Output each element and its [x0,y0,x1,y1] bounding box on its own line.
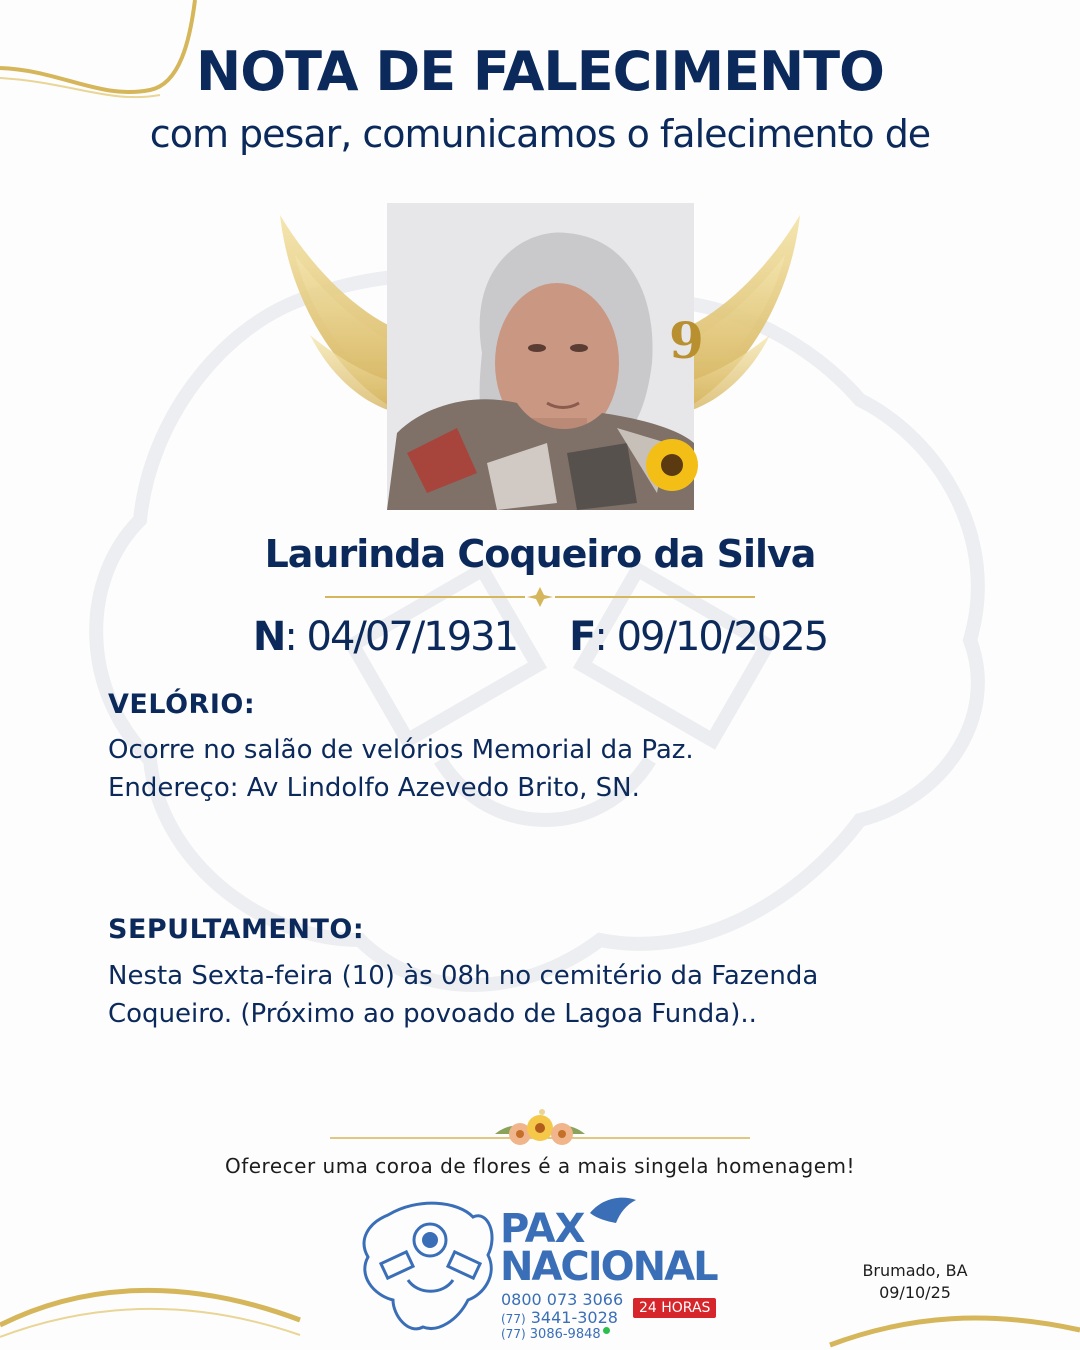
velorio-line-1: Ocorre no salão de velórios Memorial da Paz. [108,735,694,765]
phone-landline-number: 3441-3028 [530,1308,618,1327]
sepultamento-line-1: Nesta Sexta-feira (10) às 08h no cemitério da Fazenda [108,961,819,991]
brand-name-line-2: NACIONAL [500,1244,717,1290]
sepultamento-heading: SEPULTAMENTO: [108,914,365,945]
velorio-heading: VELÓRIO: [108,689,256,720]
page-subtitle: com pesar, comunicamos o falecimento de [149,112,931,156]
death-date: 09/10/2025 [616,614,828,660]
velorio-line-2: Endereço: Av Lindolfo Azevedo Brito, SN. [108,773,640,803]
deceased-photo [387,203,704,510]
birth-date: 04/07/1931 [306,614,518,660]
flower-divider-icon [330,1108,750,1158]
phone-whatsapp-ddd: (77) [501,1327,526,1341]
phone-tollfree: 0800 073 3066 [501,1290,624,1309]
portrait-icon [387,203,704,510]
24h-badge: 24 HORAS [633,1298,716,1318]
deceased-name: Laurinda Coqueiro da Silva [264,532,816,576]
homage-message: Oferecer uma coroa de flores é a mais singela homenagem! [224,1154,856,1178]
phone-whatsapp [501,1327,610,1342]
gold-swoosh-bottom-right [830,1300,1080,1350]
phone-landline-ddd: (77) [501,1312,526,1326]
page-title: NOTA DE FALECIMENTO [196,40,884,103]
whatsapp-icon [603,1327,610,1334]
phone-landline [501,1308,618,1327]
phone-whatsapp-number: 3086-9848 [529,1327,601,1342]
sepultamento-details [108,957,988,1033]
sepultamento-line-2: Coqueiro. (Próximo ao povoado de Lagoa Funda).. [108,999,757,1029]
svg-text:9: 9 [669,311,704,370]
velorio-details [108,731,988,807]
death-label: F [569,614,595,660]
location-date [840,1260,990,1304]
gold-divider [325,586,755,608]
birth-label: N [252,614,285,660]
issue-date: 09/10/25 [879,1283,951,1302]
city: Brumado, BA [862,1261,968,1280]
gold-swoosh-bottom-left [0,1275,310,1350]
brand-name-line-1: PAX [500,1206,585,1252]
life-dates: N: 04/07/1931 F: 09/10/2025 [252,614,828,660]
